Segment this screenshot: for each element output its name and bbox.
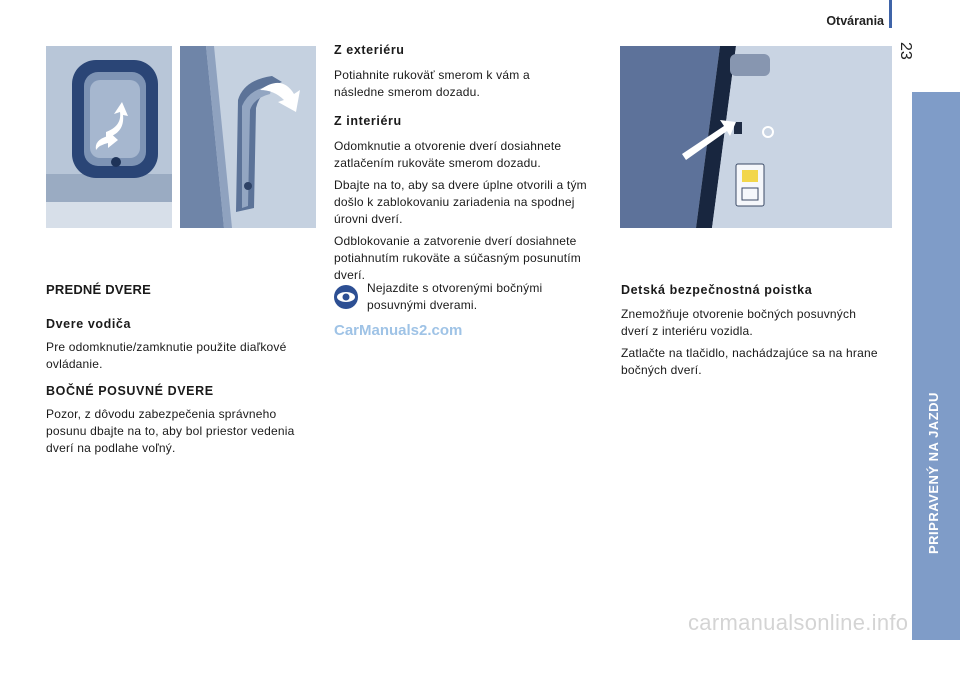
interior-text — [334, 138, 608, 289]
watermark-carmanuals: CarManuals2.com — [334, 322, 463, 339]
warning-note: Nejazdite s otvorenými bočnými posuvnými dverami. — [367, 281, 543, 312]
sliding-doors-paragraph: Pozor, z dôvodu zabezpečenia správneho posunu dbajte na to, aby bol priestor vedenia dverí na podlahe voľný. — [46, 407, 295, 455]
header-divider — [889, 0, 892, 28]
section-title: Otvárania — [826, 14, 884, 28]
child-lock-image — [620, 46, 892, 228]
child-lock-text — [621, 306, 887, 384]
exterior-text — [334, 67, 570, 106]
interior-paragraph-1: Odomknutie a otvorenie dverí dosiahnete zatlačením rukoväte smerom dozadu. — [334, 139, 562, 170]
interior-heading: Z interiéru — [334, 114, 402, 128]
exterior-heading: Z exteriéru — [334, 43, 405, 57]
door-handle-image — [180, 46, 316, 228]
warning-eye-icon — [333, 284, 359, 310]
front-doors-title: PREDNÉ DVERE — [46, 282, 151, 297]
handle-closeup-image — [46, 46, 172, 228]
driver-door-text — [46, 339, 316, 378]
interior-paragraph-3: Odblokovanie a zatvorenie dverí dosiahnete potiahnutím rukoväte a súčasným posunutím dverí. — [334, 234, 581, 282]
child-lock-paragraph-2: Zatlačte na tlačidlo, nachádzajúce sa na hrane bočných dverí. — [621, 346, 878, 377]
sliding-doors-heading: BOČNÉ POSUVNÉ DVERE — [46, 384, 214, 398]
exterior-paragraph: Potiahnite rukoväť smerom k vám a následne smerom dozadu. — [334, 68, 530, 99]
page-number: 23 — [897, 42, 914, 60]
child-lock-paragraph-1: Znemožňuje otvorenie bočných posuvných dverí z interiéru vozidla. — [621, 307, 857, 338]
footer-watermark: carmanualsonline.info — [688, 610, 909, 635]
child-lock-heading: Detská bezpečnostná poistka — [621, 283, 813, 297]
chapter-number: 2 — [927, 654, 945, 687]
driver-door-heading: Dvere vodiča — [46, 317, 132, 331]
driver-door-paragraph: Pre odomknutie/zamknutie použite diaľkové ovládanie. — [46, 340, 287, 371]
chapter-tab: PRIPRAVENÝ NA JAZDU 2 — [912, 92, 960, 640]
sliding-doors-text — [46, 406, 308, 462]
interior-paragraph-2: Dbajte na to, aby sa dvere úplne otvorili a tým došlo k zablokovaniu zariadenia na spodnej úrovni dverí. — [334, 178, 587, 226]
